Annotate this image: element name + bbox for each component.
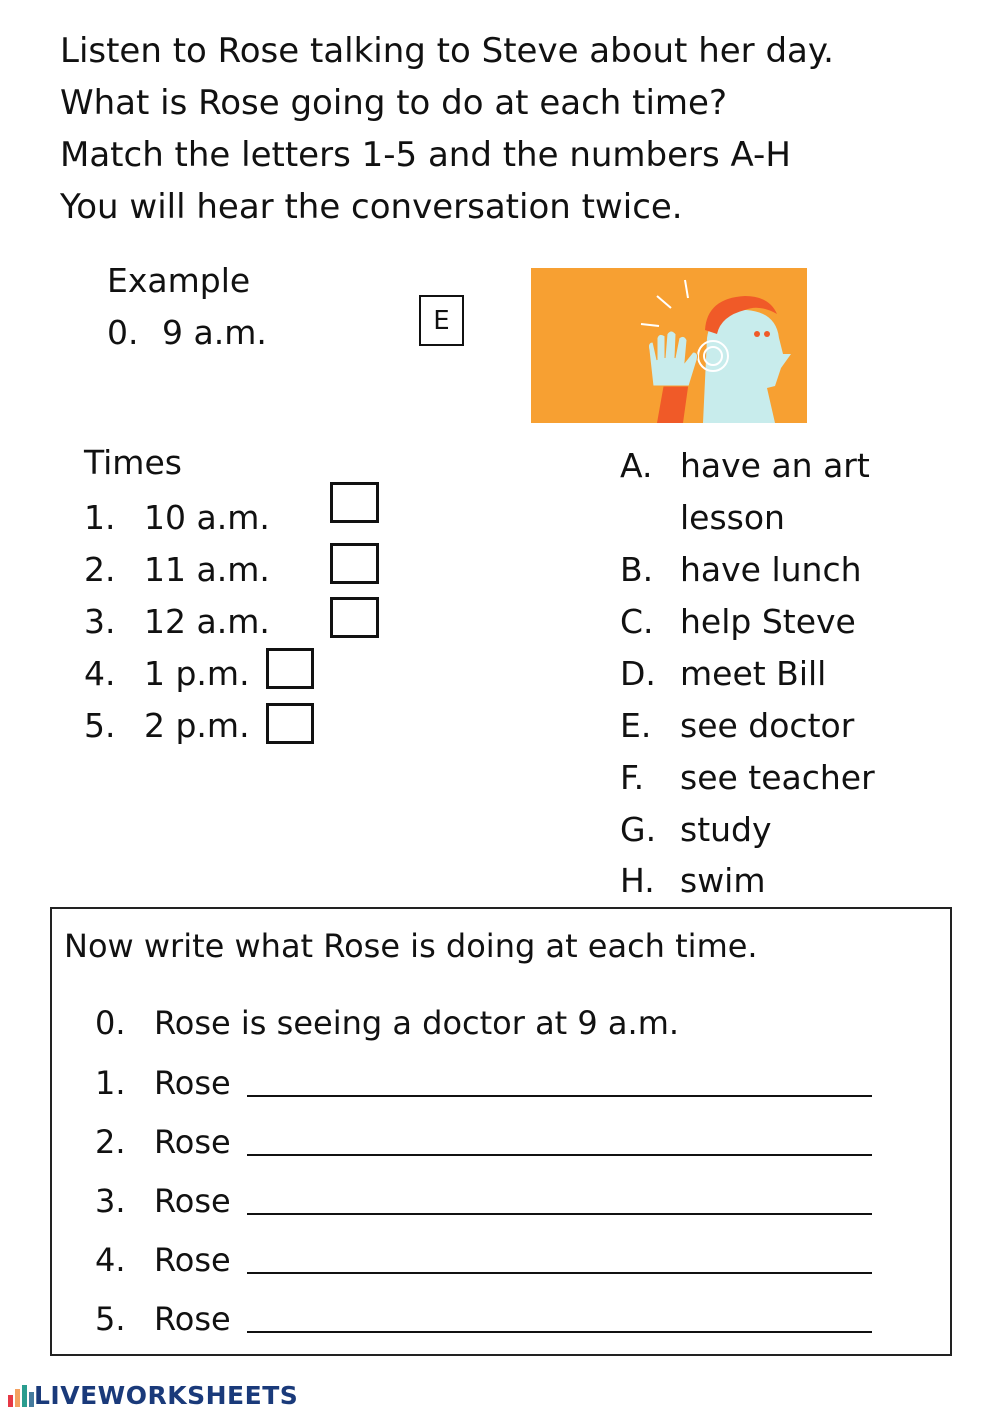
activity-text-h: swim (680, 861, 766, 900)
time-number-2: 2. (84, 550, 116, 589)
activity-text-a: have an art (680, 446, 870, 485)
answer-box-2[interactable] (330, 543, 379, 584)
write-example-number: 0. (95, 1004, 126, 1042)
time-number-1: 1. (84, 498, 116, 537)
activity-letter-g: G. (620, 810, 657, 849)
answer-box-5[interactable] (266, 703, 314, 744)
answer-box-4[interactable] (266, 648, 314, 689)
example-heading: Example (107, 261, 251, 300)
time-label-3: 12 a.m. (144, 602, 270, 641)
write-number-5: 5. (95, 1300, 126, 1338)
answer-box-1[interactable] (330, 482, 379, 523)
time-number-4: 4. (84, 654, 116, 693)
time-label-2: 11 a.m. (144, 550, 270, 589)
activity-text-b: have lunch (680, 550, 862, 589)
activity-letter-e: E. (620, 706, 652, 745)
write-answer-line-2[interactable] (247, 1154, 872, 1156)
answer-box-3[interactable] (330, 597, 379, 638)
write-answer-line-4[interactable] (247, 1272, 872, 1274)
activity-text-e: see doctor (680, 706, 855, 745)
time-number-3: 3. (84, 602, 116, 641)
activity-text-c: help Steve (680, 602, 856, 641)
time-label-4: 1 p.m. (144, 654, 250, 693)
example-time: 9 a.m. (162, 313, 267, 352)
instruction-line-1: Listen to Rose talking to Steve about her day. (60, 31, 834, 71)
listening-person-icon (531, 268, 807, 423)
write-number-2: 2. (95, 1123, 126, 1161)
times-heading: Times (84, 443, 182, 482)
time-label-5: 2 p.m. (144, 706, 250, 745)
write-number-4: 4. (95, 1241, 126, 1279)
activity-text-g: study (680, 810, 772, 849)
activity-letter-d: D. (620, 654, 656, 693)
activity-text-f: see teacher (680, 758, 875, 797)
write-prefix-5: Rose (154, 1300, 231, 1338)
write-example-text: Rose is seeing a doctor at 9 a.m. (154, 1004, 680, 1042)
activity-text-d: meet Bill (680, 654, 827, 693)
activity-letter-c: C. (620, 602, 654, 641)
instruction-line-4: You will hear the conversation twice. (60, 187, 683, 227)
write-answer-line-5[interactable] (247, 1331, 872, 1333)
activity-letter-b: B. (620, 550, 654, 589)
activity-letter-a: A. (620, 446, 653, 485)
write-prefix-1: Rose (154, 1064, 231, 1102)
liveworksheets-logo-icon (8, 1383, 34, 1407)
write-answer-line-3[interactable] (247, 1213, 872, 1215)
time-number-5: 5. (84, 706, 116, 745)
example-answer: E (433, 305, 450, 336)
activity-letter-h: H. (620, 861, 655, 900)
activity-letter-f: F. (620, 758, 645, 797)
write-number-3: 3. (95, 1182, 126, 1220)
write-answer-line-1[interactable] (247, 1095, 872, 1097)
liveworksheets-logo (8, 1380, 298, 1410)
write-section-panel (50, 907, 952, 1356)
write-number-1: 1. (95, 1064, 126, 1102)
listening-illustration (531, 268, 807, 423)
instruction-line-2: What is Rose going to do at each time? (60, 83, 727, 123)
write-section-title: Now write what Rose is doing at each time. (64, 927, 758, 965)
example-number: 0. (107, 313, 139, 352)
logo-text: LIVEWORKSHEETS (34, 1380, 299, 1410)
instruction-line-3: Match the letters 1-5 and the numbers A-H (60, 135, 791, 175)
activity-text-a-line2: lesson (680, 498, 785, 537)
time-label-1: 10 a.m. (144, 498, 270, 537)
write-prefix-2: Rose (154, 1123, 231, 1161)
example-answer-box (419, 295, 464, 346)
write-prefix-3: Rose (154, 1182, 231, 1220)
write-prefix-4: Rose (154, 1241, 231, 1279)
